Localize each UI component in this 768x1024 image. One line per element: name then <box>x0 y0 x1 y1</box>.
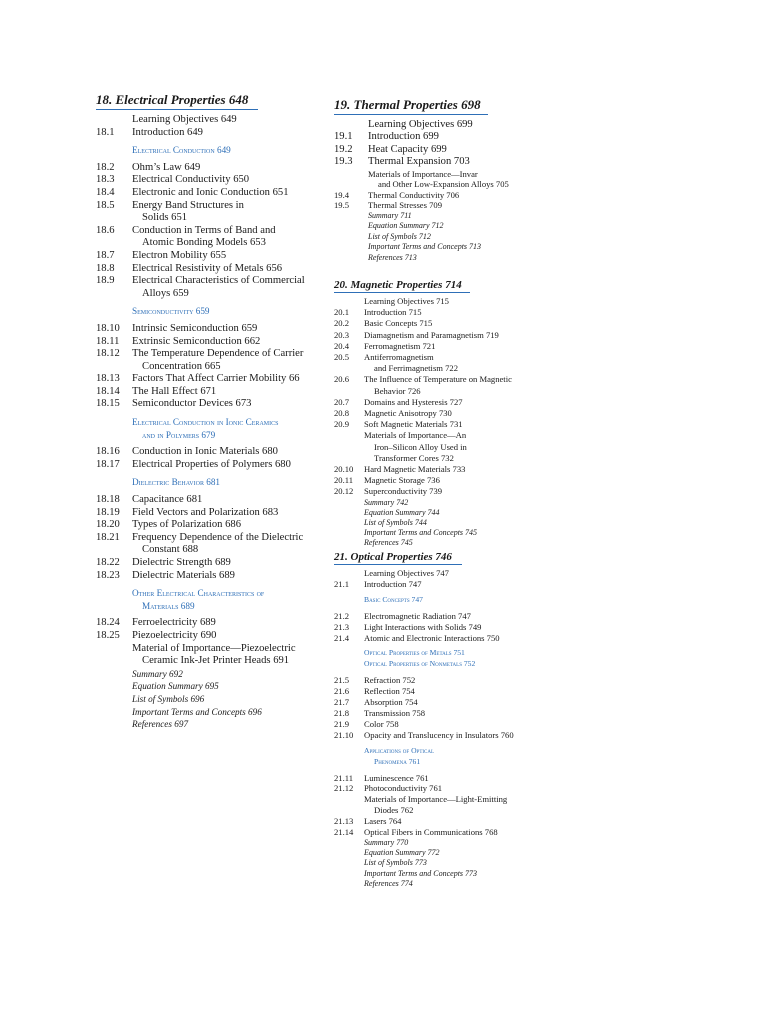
entry-title: Learning Objectives 747 <box>364 568 449 578</box>
toc-entry <box>334 200 570 211</box>
entry-title: Transformer Cores 732 <box>374 452 454 463</box>
entry-number: 21.14 <box>334 827 354 838</box>
entry-title: Color 758 <box>364 718 399 729</box>
toc-entry <box>334 611 570 622</box>
toc-entry <box>334 827 570 838</box>
entry-number: 20.12 <box>334 486 354 497</box>
entry-number: 21.7 <box>334 697 350 708</box>
summary-item: References 697 <box>132 719 189 730</box>
entry-number: 18.14 <box>96 385 120 397</box>
entry-number: 21.5 <box>334 675 350 686</box>
entry-number: 20.4 <box>334 340 350 351</box>
entry-number: 18.1 <box>96 126 115 138</box>
chapter-19-heading: 19. Thermal Properties 698 <box>334 97 488 115</box>
toc-entry <box>96 617 332 630</box>
chapter-18-heading: 18. Electrical Properties 648 <box>96 92 258 110</box>
entry-number: 20.9 <box>334 419 350 430</box>
entry-number: 21.9 <box>334 718 350 729</box>
toc-entry <box>96 459 332 472</box>
summary-item: Summary 692 <box>132 668 183 679</box>
toc-entry <box>334 363 570 374</box>
entry-number: 18.25 <box>96 629 120 641</box>
section-heading: and in Polymers 679 <box>142 429 216 440</box>
toc-entry <box>334 633 570 644</box>
entry-title: Luminescence 761 <box>364 772 429 783</box>
section-heading: Applications of Optical <box>364 745 435 755</box>
entry-title: Ceramic Ink-Jet Printer Heads 691 <box>142 655 290 667</box>
entry-number: 18.6 <box>96 224 115 236</box>
entry-number: 18.20 <box>96 519 120 531</box>
chapter-21-entries <box>334 568 570 889</box>
chapter-20-block <box>334 279 570 549</box>
section-heading: Dielectric Behavior 681 <box>132 477 221 488</box>
entry-title: Absorption 754 <box>364 697 418 708</box>
summary-item: List of Symbols 744 <box>364 518 427 528</box>
entry-number: 18.24 <box>96 617 120 629</box>
toc-entry <box>96 174 332 187</box>
chapter-19-entries <box>334 119 570 263</box>
section-heading: Other Electrical Characteristics of <box>132 588 265 599</box>
toc-entry <box>96 630 332 643</box>
entry-number: 18.13 <box>96 373 120 385</box>
entry-number: 21.10 <box>334 729 354 740</box>
toc-entry <box>96 643 332 656</box>
entry-number: 20.10 <box>334 464 354 475</box>
toc-entry <box>96 494 332 507</box>
toc-entry <box>334 179 570 190</box>
entry-title: Extrinsic Semiconduction 662 <box>132 335 261 347</box>
entry-title: and Ferrimagnetism 722 <box>374 363 459 374</box>
summary-item: Equation Summary 744 <box>364 507 440 517</box>
entry-title: Capacitance 681 <box>132 494 203 506</box>
entry-number: 20.2 <box>334 318 350 329</box>
toc-entry <box>334 486 570 497</box>
toc-entry <box>334 442 570 453</box>
toc-entry <box>96 237 332 250</box>
entry-title: Optical Fibers in Communications 768 <box>364 827 498 838</box>
entry-number: 19.5 <box>334 200 350 211</box>
entry-number: 20.11 <box>334 475 354 486</box>
entry-title: Photoconductivity 761 <box>364 783 443 794</box>
summary-item: Summary 711 <box>368 211 412 220</box>
entry-number: 20.1 <box>334 307 350 318</box>
entry-title: Dielectric Strength 689 <box>132 557 231 568</box>
toc-entry <box>96 114 332 127</box>
entry-number: 21.6 <box>334 686 350 697</box>
toc-entry <box>96 519 332 532</box>
entry-number: 18.18 <box>96 494 120 506</box>
entry-title: Antiferromagnetism <box>364 352 434 363</box>
toc-entry <box>334 190 570 201</box>
entry-number: 18.15 <box>96 398 120 410</box>
toc-entry <box>96 532 332 545</box>
entry-title: Constant 688 <box>142 544 199 556</box>
entry-title: Electrical Conductivity 650 <box>132 174 250 186</box>
summary-item: Equation Summary 712 <box>368 221 444 231</box>
summary-item: List of Symbols 773 <box>364 858 427 868</box>
entry-title: Superconductivity 739 <box>364 486 443 497</box>
entry-number: 18.2 <box>96 161 115 173</box>
entry-number: 19.3 <box>334 156 353 168</box>
summary-item: List of Symbols 696 <box>132 693 205 704</box>
entry-title: The Hall Effect 671 <box>132 385 217 397</box>
entry-title: Introduction 649 <box>132 126 203 138</box>
entry-title: Conduction in Ionic Materials 680 <box>132 446 278 458</box>
section-heading: Electrical Conduction in Ionic Ceramics <box>132 417 279 428</box>
entry-number: 18.5 <box>96 199 115 211</box>
summary-item: References 713 <box>368 252 417 262</box>
entry-title: Reflection 754 <box>364 686 415 697</box>
toc-entry <box>96 655 332 668</box>
entry-number: 18.3 <box>96 174 115 186</box>
entry-number: 19.4 <box>334 189 350 200</box>
entry-number: 18.9 <box>96 275 115 287</box>
entry-number: 20.3 <box>334 329 350 340</box>
entry-title: Electrical Characteristics of Commercial <box>132 275 305 287</box>
entry-title: Thermal Expansion 703 <box>368 156 470 168</box>
entry-title: Semiconductor Devices 673 <box>132 398 252 410</box>
entry-number: 21.1 <box>334 578 350 589</box>
toc-entry <box>334 341 570 352</box>
entry-title: Refraction 752 <box>364 675 416 686</box>
entry-title: Alloys 659 <box>142 287 189 299</box>
entry-number: 18.17 <box>96 458 120 470</box>
toc-entry <box>96 373 332 386</box>
entry-title: Behavior 726 <box>374 385 421 396</box>
entry-number: 18.11 <box>96 335 120 347</box>
entry-number: 18.22 <box>96 557 120 568</box>
toc-entry <box>334 697 570 708</box>
entry-number: 18.4 <box>96 186 115 198</box>
entry-number: 18.7 <box>96 249 115 261</box>
entry-title: Magnetic Anisotropy 730 <box>364 408 452 419</box>
entry-title: Concentration 665 <box>142 360 221 372</box>
entry-title: Introduction 715 <box>364 307 422 318</box>
section-heading: Optical Properties of Nonmetals 752 <box>364 659 476 669</box>
summary-item: Important Terms and Concepts 773 <box>364 868 478 878</box>
entry-number: 20.6 <box>334 374 350 385</box>
toc-entry <box>334 408 570 419</box>
toc-entry <box>96 398 332 411</box>
entry-number: 20.8 <box>334 408 350 419</box>
chapter-20-entries <box>334 296 570 549</box>
section-heading: Materials 689 <box>142 600 195 611</box>
entry-number: 20.5 <box>334 352 350 363</box>
entry-number: 18.10 <box>96 322 120 334</box>
entry-title: Materials of Importance—Invar <box>368 168 478 179</box>
entry-number: 21.2 <box>334 610 350 621</box>
toc-entry <box>96 200 332 213</box>
summary-item: Summary 742 <box>364 497 409 507</box>
entry-title: Intrinsic Semiconduction 659 <box>132 322 258 334</box>
entry-title: Electron Mobility 655 <box>132 249 227 261</box>
toc-entry <box>334 773 570 784</box>
entry-title: Atomic Bonding Models 653 <box>142 237 266 249</box>
chapter-18-block <box>96 92 332 731</box>
entry-title: Diamagnetism and Paramagnetism 719 <box>364 329 499 340</box>
toc-entry <box>334 453 570 464</box>
toc-entry <box>96 507 332 520</box>
entry-title: Material of Importance—Piezoelectric <box>132 642 296 654</box>
chapter-19-block <box>334 97 570 263</box>
toc-entry <box>334 675 570 686</box>
entry-number: 18.23 <box>96 569 120 581</box>
entry-title: and Other Low-Expansion Alloys 705 <box>378 179 509 190</box>
toc-entry <box>96 275 332 288</box>
entry-title: Thermal Conductivity 706 <box>368 189 460 200</box>
entry-title: Atomic and Electronic Interactions 750 <box>364 632 500 643</box>
toc-entry <box>334 568 570 579</box>
toc-entry <box>334 622 570 633</box>
toc-entry <box>334 352 570 363</box>
toc-entry <box>96 212 332 225</box>
entry-title: Types of Polarization 686 <box>132 519 241 531</box>
summary-item: References 774 <box>364 878 413 888</box>
toc-entry <box>96 336 332 349</box>
entry-title: Thermal Stresses 709 <box>368 200 442 211</box>
toc-entry <box>334 307 570 318</box>
summary-item: Equation Summary 772 <box>364 848 440 858</box>
entry-title: Iron–Silicon Alloy Used in <box>374 441 467 452</box>
entry-title: The Influence of Temperature on Magnetic <box>364 374 512 385</box>
entry-title: Soft Magnetic Materials 731 <box>364 419 463 430</box>
summary-item: Summary 770 <box>364 837 409 847</box>
toc-entry <box>334 719 570 730</box>
chapter-21-heading: 21. Optical Properties 746 <box>334 551 462 565</box>
toc-entry <box>334 330 570 341</box>
entry-title: Energy Band Structures in <box>132 199 244 211</box>
toc-entry <box>334 708 570 719</box>
toc-entry <box>334 318 570 329</box>
entry-title: Learning Objectives 699 <box>368 119 473 130</box>
toc-entry <box>96 323 332 336</box>
section-heading: Electrical Conduction 649 <box>132 145 231 156</box>
entry-title: Electromagnetic Radiation 747 <box>364 610 471 621</box>
section-heading: Optical Properties of Metals 751 <box>364 648 465 658</box>
entry-title: Ferromagnetism 721 <box>364 340 436 351</box>
toc-entry <box>334 296 570 307</box>
toc-entry <box>334 131 570 143</box>
toc-entry <box>334 794 570 805</box>
chapter-21-block <box>334 551 570 889</box>
toc-entry <box>334 430 570 441</box>
toc-entry <box>334 816 570 827</box>
toc-entry <box>334 464 570 475</box>
entry-title: Factors That Affect Carrier Mobility 66 <box>132 373 300 385</box>
entry-title: Materials of Importance—Light-Emitting <box>364 794 508 805</box>
entry-number: 20.7 <box>334 396 350 407</box>
toc-entry <box>96 570 332 583</box>
section-heading: Semiconductivity 659 <box>132 306 210 317</box>
entry-title: Electrical Properties of Polymers 680 <box>132 458 291 470</box>
entry-number: 18.16 <box>96 446 120 458</box>
toc-entry <box>334 169 570 180</box>
entry-number: 21.11 <box>334 772 354 783</box>
entry-title: The Temperature Dependence of Carrier <box>132 348 304 360</box>
toc-entry <box>334 419 570 430</box>
toc-entry <box>96 386 332 399</box>
entry-title: Ferroelectricity 689 <box>132 617 216 629</box>
toc-entry <box>334 686 570 697</box>
entry-title: Domains and Hysteresis 727 <box>364 396 463 407</box>
toc-entry <box>96 127 332 140</box>
section-heading: Phenomena 761 <box>374 756 421 766</box>
entry-title: Piezoelectricity 690 <box>132 629 217 641</box>
entry-title: Frequency Dependence of the Dielectric <box>132 531 304 543</box>
entry-number: 19.2 <box>334 143 353 155</box>
entry-number: 18.12 <box>96 348 120 360</box>
toc-entry <box>96 446 332 459</box>
entry-title: Learning Objectives 715 <box>364 296 449 306</box>
toc-entry <box>96 263 332 276</box>
summary-item: Important Terms and Concepts 745 <box>364 528 478 538</box>
toc-entry <box>96 348 332 361</box>
entry-title: Electrical Resistivity of Metals 656 <box>132 262 283 274</box>
toc-entry <box>96 557 332 570</box>
toc-entry <box>334 156 570 168</box>
toc-entry <box>334 386 570 397</box>
entry-title: Introduction 699 <box>368 131 439 143</box>
summary-item: Important Terms and Concepts 696 <box>132 706 262 717</box>
entry-number: 21.13 <box>334 816 354 827</box>
entry-title: Opacity and Translucency in Insulators 760 <box>364 729 514 740</box>
entry-title: Field Vectors and Polarization 683 <box>132 506 279 518</box>
toc-entry <box>334 805 570 816</box>
entry-title: Light Interactions with Solids 749 <box>364 621 482 632</box>
chapter-20-heading: 20. Magnetic Properties 714 <box>334 279 470 293</box>
entry-title: Magnetic Storage 736 <box>364 475 440 486</box>
entry-title: Heat Capacity 699 <box>368 143 447 155</box>
entry-title: Basic Concepts 715 <box>364 318 433 329</box>
entry-title: Electronic and Ionic Conduction 651 <box>132 186 289 198</box>
entry-title: Lasers 764 <box>364 816 402 827</box>
toc-entry <box>334 579 570 590</box>
toc-entry <box>96 250 332 263</box>
entry-title: Hard Magnetic Materials 733 <box>364 464 466 475</box>
summary-item: Important Terms and Concepts 713 <box>368 242 482 252</box>
toc-entry <box>334 374 570 385</box>
entry-title: Learning Objectives 649 <box>132 114 237 125</box>
toc-entry <box>96 361 332 374</box>
toc-entry <box>334 119 570 131</box>
toc-entry <box>96 225 332 238</box>
entry-title: Materials of Importance—An <box>364 430 467 441</box>
toc-entry <box>96 288 332 301</box>
toc-entry <box>334 783 570 794</box>
toc-entry <box>334 144 570 156</box>
summary-item: References 745 <box>364 538 413 548</box>
entry-number: 21.4 <box>334 632 350 643</box>
toc-entry <box>96 544 332 557</box>
section-heading: Basic Concepts 747 <box>364 594 423 604</box>
entry-title: Transmission 758 <box>364 707 426 718</box>
toc-entry <box>334 475 570 486</box>
entry-number: 18.8 <box>96 262 115 274</box>
entry-title: Diodes 762 <box>374 805 414 816</box>
entry-title: Solids 651 <box>142 212 188 224</box>
summary-item: List of Symbols 712 <box>368 231 431 241</box>
summary-item: Equation Summary 695 <box>132 681 219 692</box>
chapter-18-entries <box>96 114 332 731</box>
entry-number: 18.19 <box>96 506 120 518</box>
toc-entry <box>96 187 332 200</box>
toc-entry <box>96 162 332 175</box>
toc-entry <box>334 730 570 741</box>
entry-title: Ohm’s Law 649 <box>132 161 201 173</box>
entry-number: 21.12 <box>334 783 354 794</box>
entry-number: 21.3 <box>334 621 350 632</box>
entry-title: Dielectric Materials 689 <box>132 569 235 581</box>
entry-number: 19.1 <box>334 131 353 143</box>
entry-number: 21.8 <box>334 707 350 718</box>
entry-number: 18.21 <box>96 531 120 543</box>
toc-entry <box>334 397 570 408</box>
entry-title: Conduction in Terms of Band and <box>132 224 276 236</box>
entry-title: Introduction 747 <box>364 578 422 589</box>
